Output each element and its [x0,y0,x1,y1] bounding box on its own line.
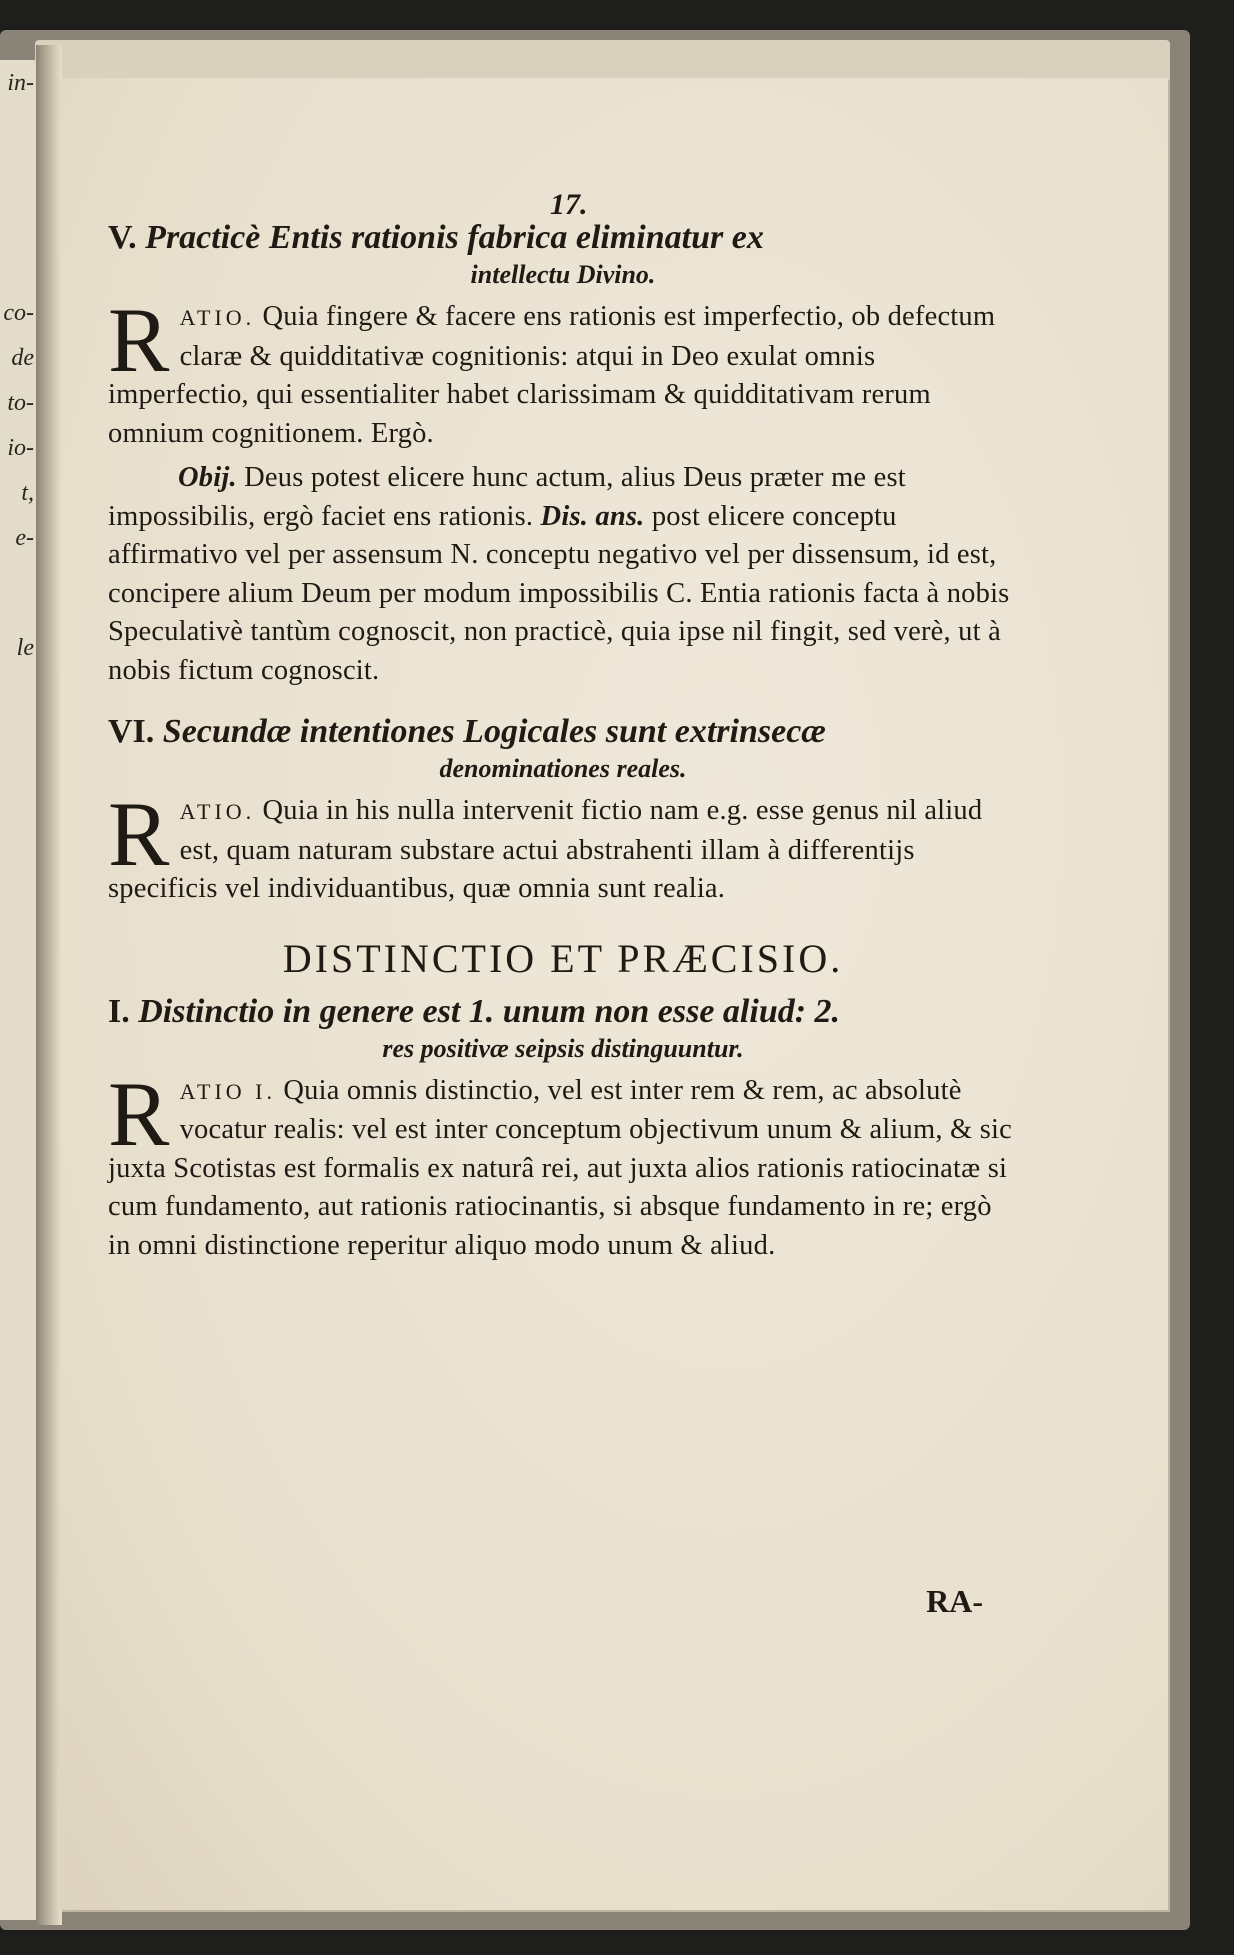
section-heading-vi [108,712,1018,786]
section-number: VI. [108,713,155,750]
objection-paragraph [108,459,1018,690]
heading-continuation: denominationes reales. [439,754,687,783]
facing-fragment: co- [3,300,34,326]
ratio-paragraph [108,1062,1018,1266]
ratio-label: ATIO. [179,799,256,824]
gutter-shadow [36,45,62,1925]
response-text: post elicere conceptu affirmativo vel per assensum N. conceptu negativo vel per dissensum, id est, concipere alium Deum per modum impossibilis C. Entia rationis facta à nobis Speculativè tantùm cognoscit, non practicè, quia ipse nil fingit, sed verè, ut à nobis fictum cognoscit. [108,500,1010,686]
ratio-text: Quia omnis distinctio, vel est inter rem & rem, ac absolutè vocatur realis: vel est inter conceptum objectivum unum & alium, & sic juxta Scotistas est formalis ex naturâ rei, aut juxta alios rationis ratiocinatæ si cum fundamento, aut rationis ratiocinantis, si absque fundamento in re; ergò in omni distinctione reperitur aliquo modo unum & aliud. [108,1074,1012,1261]
section-number: I. [108,992,130,1030]
section-number: V. [108,219,137,256]
ratio-text: Quia fingere & facere ens rationis est imperfectio, ob defectum claræ & quidditativæ cognitionis: atqui in Deo exulat omnis imperfectio, qui essentialiter habet clarissimam & quidditativam rerum omnium cognitionem. Ergò. [108,301,996,449]
ratio-label: ATIO. [179,305,256,330]
facing-fragment: t, [21,480,34,506]
section-heading-v [108,218,1018,292]
heading-text: Practicè Entis rationis fabrica eliminatur ex [145,219,764,256]
page-text [108,188,1018,1265]
facing-fragment: to- [7,390,34,416]
facing-fragment: de [11,345,34,371]
drop-cap: R [108,1062,170,1165]
section-heading-i [108,992,1018,1066]
page-number: 17. [550,188,588,221]
objection-label: Obij. [178,462,237,493]
heading-text: Secundæ intentiones Logicales sunt extrinsecæ [162,713,826,750]
heading-continuation: intellectu Divino. [470,260,656,289]
drop-cap: R [108,289,170,391]
response-label: Dis. ans. [540,500,645,532]
main-title: DISTINCTIO ET PRÆCISIO. [282,935,844,981]
heading-text: Distinctio in genere est 1. unum non esse aliud: 2. [138,992,841,1030]
objection-text: Deus potest elicere hunc actum, alius Deus præter me est impossibilis, ergò faciet ens rationis. [108,462,906,532]
ratio-paragraph [108,289,1018,453]
facing-fragment: io- [7,435,34,461]
book-page [60,78,1168,1910]
ratio-paragraph [108,783,1018,909]
heading-continuation: res positivæ seipsis distinguuntur. [382,1033,744,1063]
ratio-label: ATIO I. [179,1078,277,1104]
ratio-text: Quia in his nulla intervenit fictio nam e.g. esse genus nil aliud est, quam naturam substare actui abstrahenti illam à differentijs specificis vel individuantibus, quæ omnia sunt realia. [108,795,983,904]
facing-fragment: e- [15,525,34,551]
facing-fragment: le [16,635,34,661]
drop-cap: R [108,783,170,885]
facing-fragment: in- [7,70,34,96]
catchword: RA- [926,1583,983,1619]
